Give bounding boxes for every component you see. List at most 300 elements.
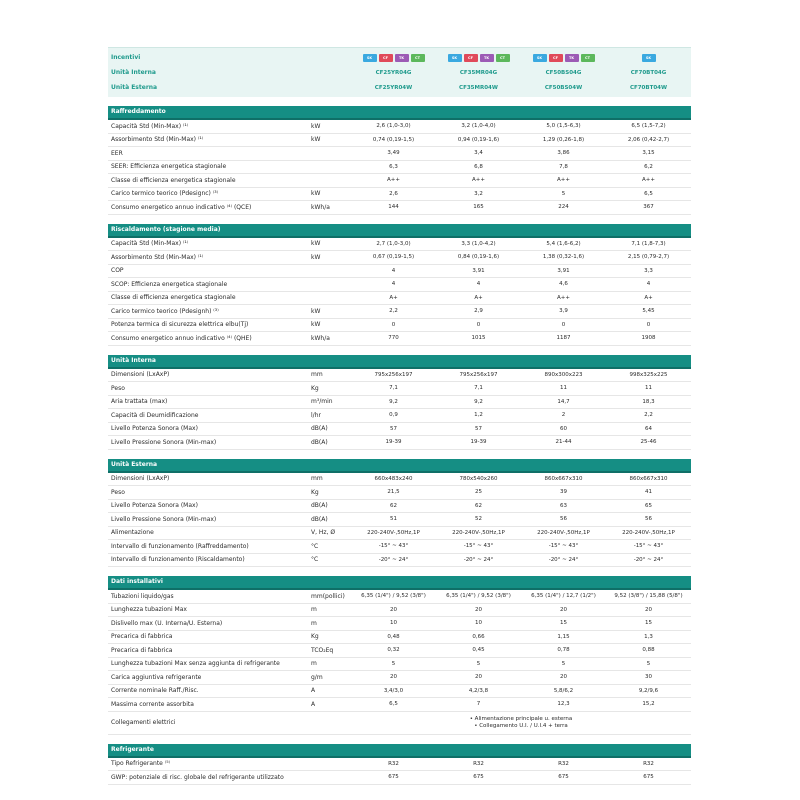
param-unit: m — [311, 660, 317, 668]
value-cell: 1,29 (0,26-1,8) — [542, 136, 585, 143]
param-name: Consumo energetico annuo indicativo ⁽⁴⁾ (QHE) — [111, 334, 252, 342]
value-cell: 5 — [391, 660, 396, 667]
section-5 — [108, 744, 691, 785]
incentive-badge: TK — [480, 54, 494, 62]
unita-interna-row — [108, 65, 691, 80]
param-name: Capacità Std (Min-Max) ⁽¹⁾ — [111, 240, 189, 248]
value-cell: 224 — [558, 204, 569, 211]
param-unit: mm(pollici) — [311, 592, 345, 600]
value-cell: 5,8/6,2 — [553, 687, 574, 694]
value-cell: 15 — [645, 620, 652, 627]
merged-line: • Collegamento U.I. / U.I.4 + terra — [474, 722, 568, 729]
value-cell: 675 — [558, 774, 569, 781]
table-row — [108, 396, 691, 410]
value-cell: 0,9 — [389, 412, 398, 419]
value-cell: 1,3 — [644, 633, 653, 640]
merged-line: • Alimentazione principale u. esterna — [469, 715, 573, 722]
incentive-badge: TK — [395, 54, 409, 62]
value-cell: 6,3 — [389, 163, 398, 170]
value-cell: 3,49 — [387, 150, 400, 157]
esterna-model: CF70BT04W — [629, 84, 668, 91]
value-cell: A++ — [642, 177, 655, 184]
value-cell: 2,6 (1,0-3,0) — [376, 123, 411, 130]
value-cell: 7,1 — [474, 385, 483, 392]
value-cell: 770 — [388, 335, 399, 342]
param-name: Corrente nominale Raff./Risc. — [111, 687, 199, 695]
interna-model: CF25YR04G — [375, 69, 412, 76]
param-unit: kW — [311, 321, 321, 329]
value-cell: 6,2 — [644, 163, 653, 170]
param-name: Dimensioni (LxAxP) — [111, 475, 170, 483]
value-cell: 1187 — [556, 335, 571, 342]
param-unit: g/m — [311, 673, 323, 681]
table-row — [108, 188, 691, 202]
value-cell: 14,7 — [557, 398, 570, 405]
value-cell: 11 — [560, 385, 567, 392]
value-cell: R32 — [643, 760, 654, 767]
value-cell: 5,4 (1,6-6,2) — [546, 240, 581, 247]
value-cell: A+ — [389, 294, 398, 301]
value-cell: -20° ~ 24° — [378, 556, 409, 563]
value-cell: 6,8 — [474, 163, 483, 170]
esterna-model: CF25YR04W — [374, 84, 413, 91]
value-cell: 62 — [390, 502, 397, 509]
param-name: Assorbimento Std (Min-Max) ⁽¹⁾ — [111, 253, 204, 261]
value-cell: 3,3 — [644, 267, 653, 274]
value-cell: 19-39 — [470, 439, 487, 446]
table-row — [108, 319, 691, 333]
value-cell: -20° ~ 24° — [633, 556, 664, 563]
incentive-badge: CT — [411, 54, 425, 62]
param-unit: mm — [311, 475, 323, 483]
table-row — [108, 174, 691, 188]
table-row — [108, 238, 691, 252]
param-unit: A — [311, 700, 316, 708]
table-row — [108, 305, 691, 319]
value-cell: 998x325x225 — [629, 371, 668, 378]
value-cell: 5,45 — [642, 308, 655, 315]
value-cell: 5 — [561, 190, 566, 197]
value-cell: 220-240V-,50Hz,1P — [622, 529, 675, 536]
param-unit: l/hr — [311, 411, 321, 419]
value-cell: 7,8 — [559, 163, 568, 170]
section-1 — [108, 224, 691, 346]
table-row — [108, 554, 691, 568]
value-cell: 6,5 — [389, 701, 398, 708]
param-name: Livello Potenza Sonora (Max) — [111, 425, 198, 433]
value-cell: 56 — [560, 516, 567, 523]
unita-interna-label: Unità Interna — [111, 69, 156, 76]
value-cell: 660x483x240 — [374, 475, 413, 482]
table-row — [108, 147, 691, 161]
value-cell: 57 — [475, 425, 482, 432]
table-row — [108, 436, 691, 450]
value-cell: 52 — [475, 516, 482, 523]
value-cell: A++ — [472, 177, 485, 184]
value-cell: R32 — [473, 760, 484, 767]
value-cell: 30 — [645, 674, 652, 681]
value-cell: -15° ~ 43° — [548, 543, 579, 550]
param-name: Carico termico teorico (Pdesignc) ⁽³⁾ — [111, 190, 219, 198]
table-row — [108, 332, 691, 346]
value-cell: 3,2 — [474, 190, 483, 197]
table-row — [108, 473, 691, 487]
param-name: SCOP: Efficienza energetica stagionale — [111, 280, 228, 288]
value-cell: A+ — [644, 294, 653, 301]
value-cell: A+ — [474, 294, 483, 301]
merged-value — [436, 716, 606, 730]
incentivi-badges-3 — [521, 54, 606, 62]
param-unit: mm — [311, 371, 323, 379]
value-cell: R32 — [558, 760, 569, 767]
value-cell: 0,78 — [557, 647, 570, 654]
value-cell: 5 — [561, 660, 566, 667]
param-name: Lunghezza tubazioni Max senza aggiunta di refrigerante — [111, 660, 280, 668]
value-cell: 20 — [475, 606, 482, 613]
param-unit: Kg — [311, 633, 319, 641]
table-row — [108, 278, 691, 292]
value-cell: 3,2 (1,0-4,0) — [461, 123, 496, 130]
value-cell: 0,66 — [472, 633, 485, 640]
value-cell: 0,74 (0,19-1,5) — [372, 136, 415, 143]
param-name: Tipo Refrigerante ⁽⁵⁾ — [111, 760, 171, 768]
incentive-badge: SK — [363, 54, 377, 62]
value-cell: 220-240V-,50Hz,1P — [537, 529, 590, 536]
param-unit: kW — [311, 253, 321, 261]
param-name: Aria trattata (max) — [111, 398, 168, 406]
param-unit: m — [311, 606, 317, 614]
param-name: Collegamenti elettrici — [111, 719, 176, 726]
param-name: Dimensioni (LxAxP) — [111, 371, 170, 379]
incentivi-badges-1 — [351, 54, 436, 62]
value-cell: 12,3 — [557, 701, 570, 708]
value-cell: 860x667x310 — [629, 475, 668, 482]
value-cell: 4,6 — [559, 281, 568, 288]
param-unit: Kg — [311, 488, 319, 496]
value-cell: 0 — [646, 321, 651, 328]
param-unit: dB(A) — [311, 438, 328, 446]
table-row — [108, 631, 691, 645]
value-cell: 165 — [473, 204, 484, 211]
param-unit: m — [311, 619, 317, 627]
param-name: Massima corrente assorbita — [111, 700, 194, 708]
value-cell: 0 — [391, 321, 396, 328]
table-row — [108, 409, 691, 423]
value-cell: 25 — [475, 489, 482, 496]
section-title: Unità Interna — [108, 355, 691, 369]
param-name: Livello Potenza Sonora (Max) — [111, 502, 198, 510]
param-unit: kW — [311, 122, 321, 130]
value-cell: 51 — [390, 516, 397, 523]
value-cell: 20 — [560, 606, 567, 613]
value-cell: 2,9 — [474, 308, 483, 315]
param-name: COP — [111, 267, 124, 275]
value-cell: R32 — [388, 760, 399, 767]
table-row — [108, 486, 691, 500]
value-cell: 0 — [476, 321, 481, 328]
param-name: Consumo energetico annuo indicativo ⁽⁴⁾ (QCE) — [111, 203, 252, 211]
value-cell: 65 — [645, 502, 652, 509]
param-unit: dB(A) — [311, 502, 328, 510]
value-cell: 2,15 (0,79-2,7) — [627, 254, 670, 261]
value-cell: A++ — [557, 177, 570, 184]
incentive-badge: SK — [533, 54, 547, 62]
param-unit: °C — [311, 542, 319, 550]
param-name: SEER: Efficienza energetica stagionale — [111, 163, 227, 171]
incentive-badge: SK — [642, 54, 656, 62]
table-row — [108, 423, 691, 437]
value-cell: 3,9 — [559, 308, 568, 315]
value-cell: 0,94 (0,19-1,6) — [457, 136, 500, 143]
param-unit: TCO₂Eq — [311, 646, 334, 654]
value-cell: 19-39 — [385, 439, 402, 446]
incentive-badge: CT — [496, 54, 510, 62]
section-2 — [108, 355, 691, 450]
incentive-badge: CF — [549, 54, 563, 62]
incentive-badge: CF — [379, 54, 393, 62]
value-cell: 57 — [390, 425, 397, 432]
value-cell: -15° ~ 43° — [378, 543, 409, 550]
value-cell: 39 — [560, 489, 567, 496]
value-cell: 1,38 (0,32-1,6) — [542, 254, 585, 261]
value-cell: 64 — [645, 425, 652, 432]
param-name: Peso — [111, 488, 125, 496]
table-row — [108, 617, 691, 631]
section-title: Dati installativi — [108, 576, 691, 590]
incentivi-badges-4 — [606, 54, 691, 62]
value-cell: 0,84 (0,19-1,6) — [457, 254, 500, 261]
value-cell: -15° ~ 43° — [463, 543, 494, 550]
value-cell: 7,1 (1,8-7,3) — [631, 240, 666, 247]
section-title: Unità Esterna — [108, 459, 691, 473]
value-cell: 3,15 — [642, 150, 655, 157]
param-unit: m³/min — [311, 398, 333, 406]
value-cell: 6,5 (1,5-7,2) — [631, 123, 666, 130]
param-name: Carico termico teorico (Pdesignh) ⁽³⁾ — [111, 307, 219, 315]
section-title: Raffreddamento — [108, 106, 691, 120]
table-row — [108, 201, 691, 215]
table-row — [108, 771, 691, 785]
value-cell: 3,86 — [557, 150, 570, 157]
table-row — [108, 644, 691, 658]
unita-esterna-row — [108, 80, 691, 95]
value-cell: -15° ~ 43° — [633, 543, 664, 550]
value-cell: 7,1 — [389, 385, 398, 392]
param-name: EER — [111, 149, 123, 157]
value-cell: 220-240V-,50Hz,1P — [452, 529, 505, 536]
param-name: Capacità Std (Min-Max) ⁽¹⁾ — [111, 122, 189, 130]
spec-sections — [108, 106, 691, 785]
value-cell: 860x667x310 — [544, 475, 583, 482]
param-name: Tubazioni liquido/gas — [111, 592, 174, 600]
value-cell: 20 — [390, 674, 397, 681]
value-cell: 4,2/3,8 — [468, 687, 489, 694]
value-cell: 220-240V-,50Hz,1P — [367, 529, 420, 536]
value-cell: 2,2 — [644, 412, 653, 419]
param-name: Alimentazione — [111, 529, 154, 537]
value-cell: 6,35 (1/4") / 12,7 (1/2") — [531, 593, 596, 600]
table-row-merged — [108, 712, 691, 735]
value-cell: 9,2/9,6 — [638, 687, 659, 694]
table-row — [108, 671, 691, 685]
table-row — [108, 658, 691, 672]
value-cell: -20° ~ 24° — [463, 556, 494, 563]
section-4 — [108, 576, 691, 735]
value-cell: 21,5 — [387, 489, 400, 496]
value-cell: 15 — [560, 620, 567, 627]
value-cell: 56 — [645, 516, 652, 523]
param-name: Classe di efficienza energetica stagionale — [111, 176, 236, 184]
value-cell: 20 — [390, 606, 397, 613]
value-cell: 4 — [476, 281, 481, 288]
table-row — [108, 369, 691, 383]
value-cell: 3,91 — [557, 267, 570, 274]
value-cell: 675 — [473, 774, 484, 781]
value-cell: 780x540x260 — [459, 475, 498, 482]
param-name: Livello Pressione Sonora (Min-max) — [111, 515, 217, 523]
interna-model: CF70BT04G — [630, 69, 667, 76]
value-cell: 795x256x197 — [374, 371, 413, 378]
table-row — [108, 540, 691, 554]
value-cell: 5 — [476, 660, 481, 667]
param-unit: dB(A) — [311, 425, 328, 433]
value-cell: 2,7 (1,0-3,0) — [376, 240, 411, 247]
value-cell: 20 — [645, 606, 652, 613]
value-cell: 4 — [646, 281, 651, 288]
value-cell: 15,2 — [642, 701, 655, 708]
value-cell: 7 — [476, 701, 481, 708]
table-row — [108, 500, 691, 514]
param-name: GWP: potenziale di risc. globale del refrigerante utilizzato — [111, 773, 284, 781]
table-row — [108, 134, 691, 148]
param-name: Livello Pressione Sonora (Min-max) — [111, 438, 217, 446]
value-cell: -20° ~ 24° — [548, 556, 579, 563]
value-cell: 2,6 — [389, 190, 398, 197]
table-row — [108, 698, 691, 712]
value-cell: 41 — [645, 489, 652, 496]
value-cell: 18,3 — [642, 398, 655, 405]
value-cell: 890x300x223 — [544, 371, 583, 378]
table-row — [108, 161, 691, 175]
incentivi-label: Incentivi — [111, 54, 141, 61]
value-cell: 0,48 — [387, 633, 400, 640]
table-row — [108, 527, 691, 541]
value-cell: 0,45 — [472, 647, 485, 654]
param-name: Intervallo di funzionamento (Riscaldamento) — [111, 556, 245, 564]
param-unit: Kg — [311, 384, 319, 392]
value-cell: 3,3 (1,0-4,2) — [461, 240, 496, 247]
value-cell: 4 — [391, 281, 396, 288]
param-name: Potenza termica di sicurezza elettrica elbu(Tj) — [111, 321, 249, 329]
param-unit: dB(A) — [311, 515, 328, 523]
param-name: Assorbimento Std (Min-Max) ⁽¹⁾ — [111, 136, 204, 144]
value-cell: 3,4 — [474, 150, 483, 157]
value-cell: 4 — [391, 267, 396, 274]
value-cell: 5,0 (1,5-6,3) — [546, 123, 581, 130]
param-name: Peso — [111, 384, 125, 392]
param-unit: A — [311, 687, 316, 695]
value-cell: 2,2 — [389, 308, 398, 315]
value-cell: 1,2 — [474, 412, 483, 419]
value-cell: 795x256x197 — [459, 371, 498, 378]
value-cell: 1908 — [641, 335, 656, 342]
param-name: Carica aggiuntiva refrigerante — [111, 673, 202, 681]
table-row — [108, 120, 691, 134]
section-title: Refrigerante — [108, 744, 691, 758]
table-row — [108, 382, 691, 396]
param-name: Intervallo di funzionamento (Raffreddamento) — [111, 542, 249, 550]
value-cell: 20 — [560, 674, 567, 681]
value-cell: 11 — [645, 385, 652, 392]
param-unit: °C — [311, 556, 319, 564]
incentivi-badges-2 — [436, 54, 521, 62]
value-cell: 3,4/3,0 — [383, 687, 404, 694]
value-cell: 0,32 — [387, 647, 400, 654]
param-unit: kW — [311, 240, 321, 248]
section-title: Riscaldamento (stagione media) — [108, 224, 691, 238]
value-cell: 20 — [475, 674, 482, 681]
param-unit: kW — [311, 136, 321, 144]
value-cell: 2,06 (0,42-2,7) — [627, 136, 670, 143]
table-row — [108, 513, 691, 527]
value-cell: 6,5 — [644, 190, 653, 197]
table-row — [108, 265, 691, 279]
value-cell: 144 — [388, 204, 399, 211]
interna-model: CF35MR04G — [459, 69, 498, 76]
value-cell: 367 — [643, 204, 654, 211]
value-cell: 675 — [388, 774, 399, 781]
value-cell: 5 — [646, 660, 651, 667]
param-unit: V, Hz, Ø — [311, 529, 336, 537]
param-name: Capacità di Deumidificazione — [111, 411, 199, 419]
value-cell: 21-44 — [555, 439, 572, 446]
param-unit: kWh/a — [311, 334, 330, 342]
param-name: Classe di efficienza energetica stagionale — [111, 294, 236, 302]
param-name: Precarica di fabbrica — [111, 633, 173, 641]
incentive-badge: TK — [565, 54, 579, 62]
value-cell: 60 — [560, 425, 567, 432]
value-cell: A++ — [387, 177, 400, 184]
esterna-model: CF50BS04W — [544, 84, 583, 91]
incentivi-row — [108, 50, 691, 65]
value-cell: 1,15 — [557, 633, 570, 640]
interna-model: CF50BS04G — [545, 69, 582, 76]
param-unit: kW — [311, 190, 321, 198]
table-row — [108, 758, 691, 772]
incentive-badge: CT — [581, 54, 595, 62]
value-cell: 9,2 — [389, 398, 398, 405]
table-row — [108, 685, 691, 699]
table-row — [108, 604, 691, 618]
table-row — [108, 590, 691, 604]
value-cell: 63 — [560, 502, 567, 509]
value-cell: 10 — [475, 620, 482, 627]
table-row — [108, 292, 691, 306]
spec-sheet — [108, 47, 691, 785]
value-cell: 10 — [390, 620, 397, 627]
unita-esterna-label: Unità Esterna — [111, 84, 158, 91]
param-name: Precarica di fabbrica — [111, 646, 173, 654]
value-cell: 675 — [643, 774, 654, 781]
value-cell: 6,35 (1/4") / 9,52 (3/8") — [446, 593, 511, 600]
value-cell: 0,67 (0,19-1,5) — [372, 254, 415, 261]
table-row — [108, 251, 691, 265]
value-cell: 1015 — [471, 335, 486, 342]
section-3 — [108, 459, 691, 568]
value-cell: 6,35 (1/4") / 9,52 (3/8") — [361, 593, 426, 600]
incentive-badge: CF — [464, 54, 478, 62]
table-header — [108, 47, 691, 97]
